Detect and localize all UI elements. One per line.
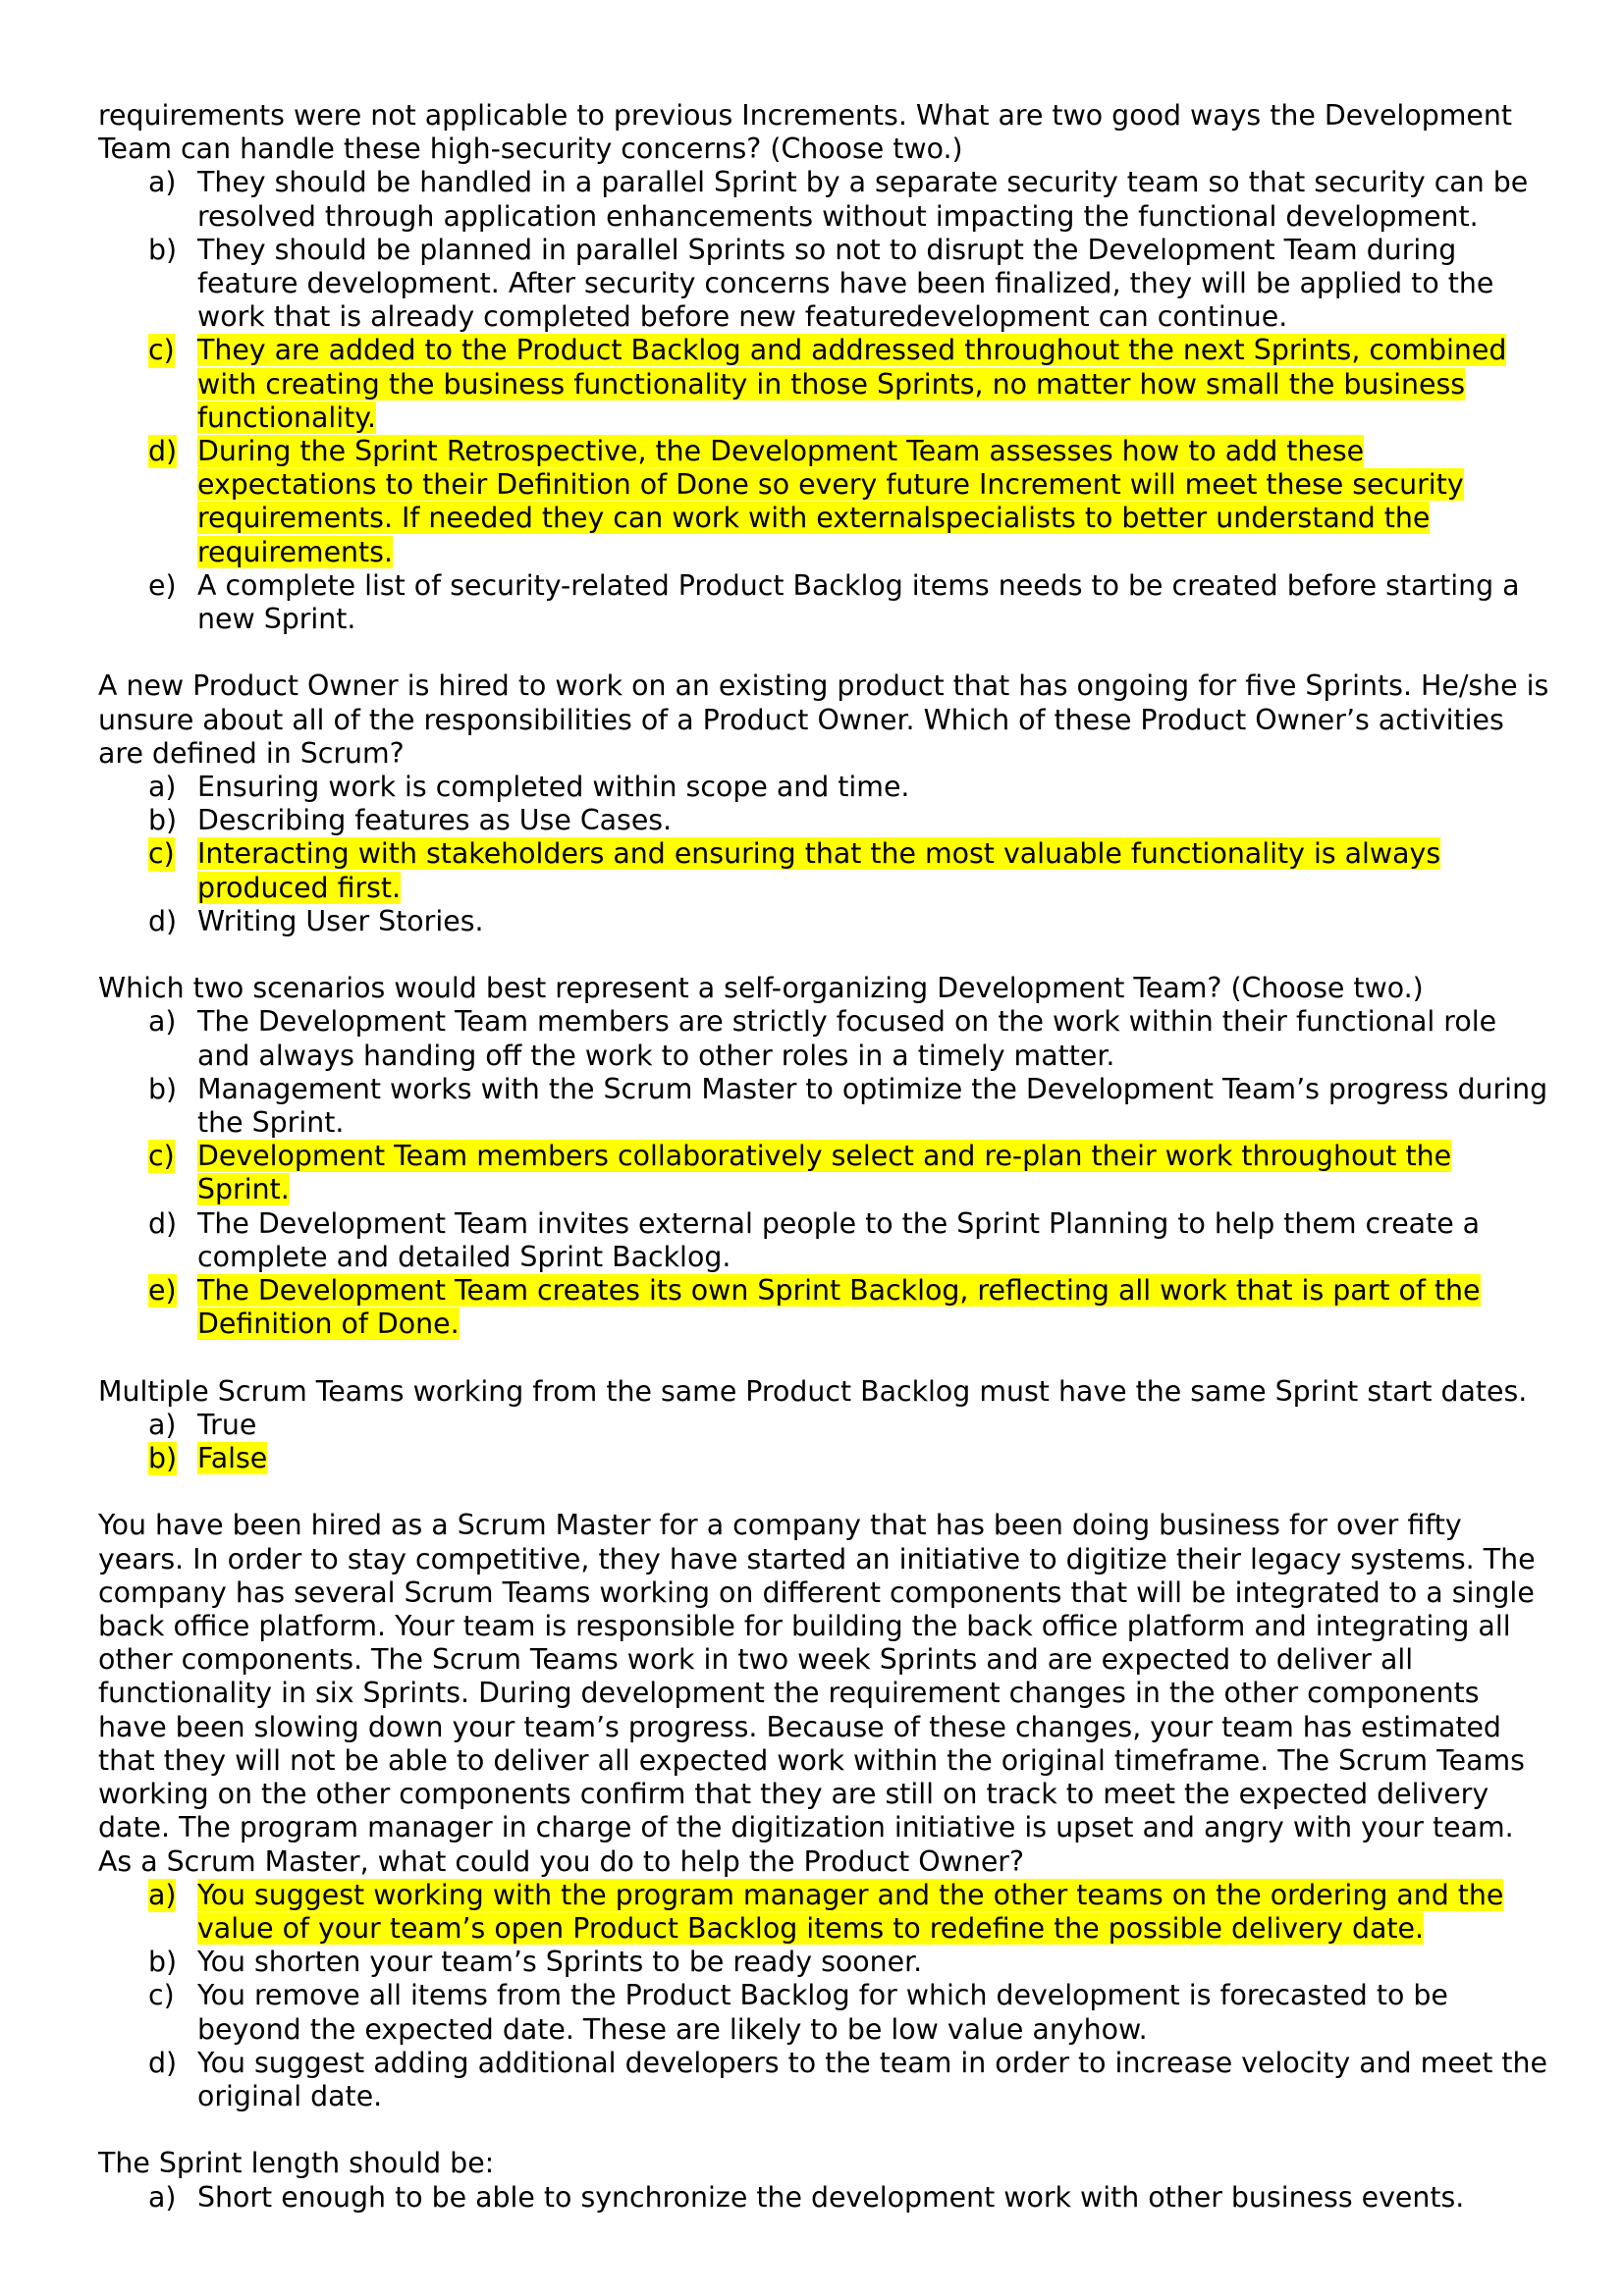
question-stem: Which two scenarios would best represent a self-organizing Development Team? (Choose two.) [98,972,1424,1005]
question-stem: requirements were not applicable to previous Increments. What are two good ways the Development Team can handle these high-security concerns? (Choose two.) [98,99,1512,166]
question-block [98,1509,1551,2113]
answer-option-highlighted [98,435,1551,569]
option-text: Interacting with stakeholders and ensuring that the most valuable functionality is always produced first. [197,837,1441,904]
option-text: They should be planned in parallel Sprints so not to disrupt the Development Team during feature development. After security concerns have been finalized, they will be applied to the work that is already completed before new featuredevelopment can continue. [197,233,1494,334]
option-letter: a) [148,166,177,199]
option-text: They should be handled in a parallel Sprint by a separate security team so that security can be resolved through application enhancements without impacting the functional development. [197,166,1529,233]
option-letter: d) [148,435,178,468]
option-text: True [197,1408,257,1441]
option-text: False [197,1442,268,1475]
option-letter: a) [148,1005,177,1039]
question-block [98,2147,1551,2214]
question-block [98,669,1551,938]
answer-option [98,569,1551,636]
option-letter: a) [148,771,177,804]
option-letter: e) [148,1274,177,1308]
answer-option [98,1073,1551,1140]
document-page [98,99,1551,2215]
option-text: The Development Team members are strictly focused on the work within their functional role and always handing off the work to other roles in a timely matter. [197,1005,1497,1072]
option-text: They are added to the Product Backlog and addressed throughout the next Sprints, combined with creating the business functionality in those Sprints, no matter how small the business functionality. [197,334,1507,434]
option-letter: d) [148,2046,178,2079]
answer-option [98,234,1551,335]
answer-options [98,771,1551,938]
answer-option [98,1979,1551,2046]
answer-option-highlighted [98,1442,1551,1475]
option-letter: c) [148,1979,175,2012]
answer-option-highlighted [98,1274,1551,1341]
option-letter: b) [148,1442,178,1475]
option-text: During the Sprint Retrospective, the Development Team assesses how to add these expectations to their Definition of Done so every future Increment will meet these security requirements. If needed they can work with externalspecialists to better understand the requirements. [197,435,1464,568]
option-letter: d) [148,904,178,937]
option-text: You shorten your team’s Sprints to be ready sooner. [197,1946,923,1979]
option-text: You suggest adding additional developers to the team in order to increase velocity and meet the original date. [197,2046,1548,2112]
option-letter: b) [148,1946,178,1979]
answer-option-highlighted [98,334,1551,435]
answer-option [98,771,1551,804]
answer-options [98,166,1551,636]
option-text: The Development Team invites external people to the Sprint Planning to help them create a complete and detailed Sprint Backlog. [197,1206,1481,1273]
option-text: Writing User Stories. [197,904,484,937]
option-text: You remove all items from the Product Backlog for which development is forecasted to be beyond the expected date. These are likely to be low value anyhow. [197,1979,1448,2046]
answer-option [98,1005,1551,1072]
question-stem: You have been hired as a Scrum Master for a company that has been doing business for over fifty years. In order to stay competitive, they have started an initiative to digitize their legacy systems. The company has several Scrum Teams working on different components that will be integrated to a single back office platform. Your team is responsible for building the back office platform and integrating all other components. The Scrum Teams work in two week Sprints and are expected to deliver all functionality in six Sprints. During development the requirement changes in the other components have been slowing down your team’s progress. Because of these changes, your team has estimated that they will not be able to deliver all expected work within the original timeframe. The Scrum Teams working on the other components confirm that they are still on track to meet the expected delivery date. The program manager in charge of the digitization initiative is upset and angry with your team. As a Scrum Master, what could you do to help the Product Owner? [98,1509,1536,1878]
question-block [98,99,1551,636]
question-stem: The Sprint length should be: [98,2147,495,2180]
option-text: Short enough to be able to synchronize the development work with other business events. [197,2180,1465,2214]
answer-options [98,1005,1551,1341]
answer-option [98,905,1551,938]
option-text: Describing features as Use Cases. [197,804,673,837]
option-letter: d) [148,1206,178,1240]
answer-option [98,804,1551,837]
option-text: Development Team members collaboratively select and re-plan their work throughout the Sprint. [197,1140,1452,1206]
option-letter: a) [148,1408,177,1441]
option-letter: c) [148,334,175,367]
option-text: The Development Team creates its own Sprint Backlog, reflecting all work that is part of the Definition of Done. [197,1274,1481,1341]
option-letter: a) [148,1878,177,1911]
option-text: A complete list of security-related Product Backlog items needs to be created before starting a new Sprint. [197,568,1520,636]
option-letter: b) [148,1072,178,1105]
option-text: Management works with the Scrum Master to optimize the Development Team’s progress during the Sprint. [197,1072,1548,1140]
option-letter: b) [148,233,178,266]
answer-option [98,2181,1551,2215]
answer-option [98,2047,1551,2113]
option-letter: c) [148,1140,175,1173]
question-stem: A new Product Owner is hired to work on an existing product that has ongoing for five Sprints. He/she is unsure about all of the responsibilities of a Product Owner. Which of these Product Owner’s activities are defined in Scrum? [98,669,1549,770]
answer-option [98,1946,1551,1979]
answer-option [98,1207,1551,1274]
answer-option-highlighted [98,837,1551,904]
option-letter: e) [148,568,177,602]
question-stem: Multiple Scrum Teams working from the same Product Backlog must have the same Sprint start dates. [98,1374,1528,1408]
answer-options [98,1879,1551,2113]
option-letter: a) [148,2180,177,2214]
option-letter: b) [148,804,178,837]
answer-options [98,2181,1551,2215]
answer-option [98,1409,1551,1442]
answer-option [98,166,1551,233]
option-text: You suggest working with the program manager and the other teams on the ordering and the value of your team’s open Product Backlog items to redefine the possible delivery date. [197,1878,1504,1945]
option-text: Ensuring work is completed within scope and time. [197,771,910,804]
option-letter: c) [148,837,175,871]
question-block [98,1375,1551,1476]
answer-options [98,1409,1551,1475]
answer-option-highlighted [98,1879,1551,1946]
answer-option-highlighted [98,1140,1551,1206]
question-block [98,972,1551,1341]
